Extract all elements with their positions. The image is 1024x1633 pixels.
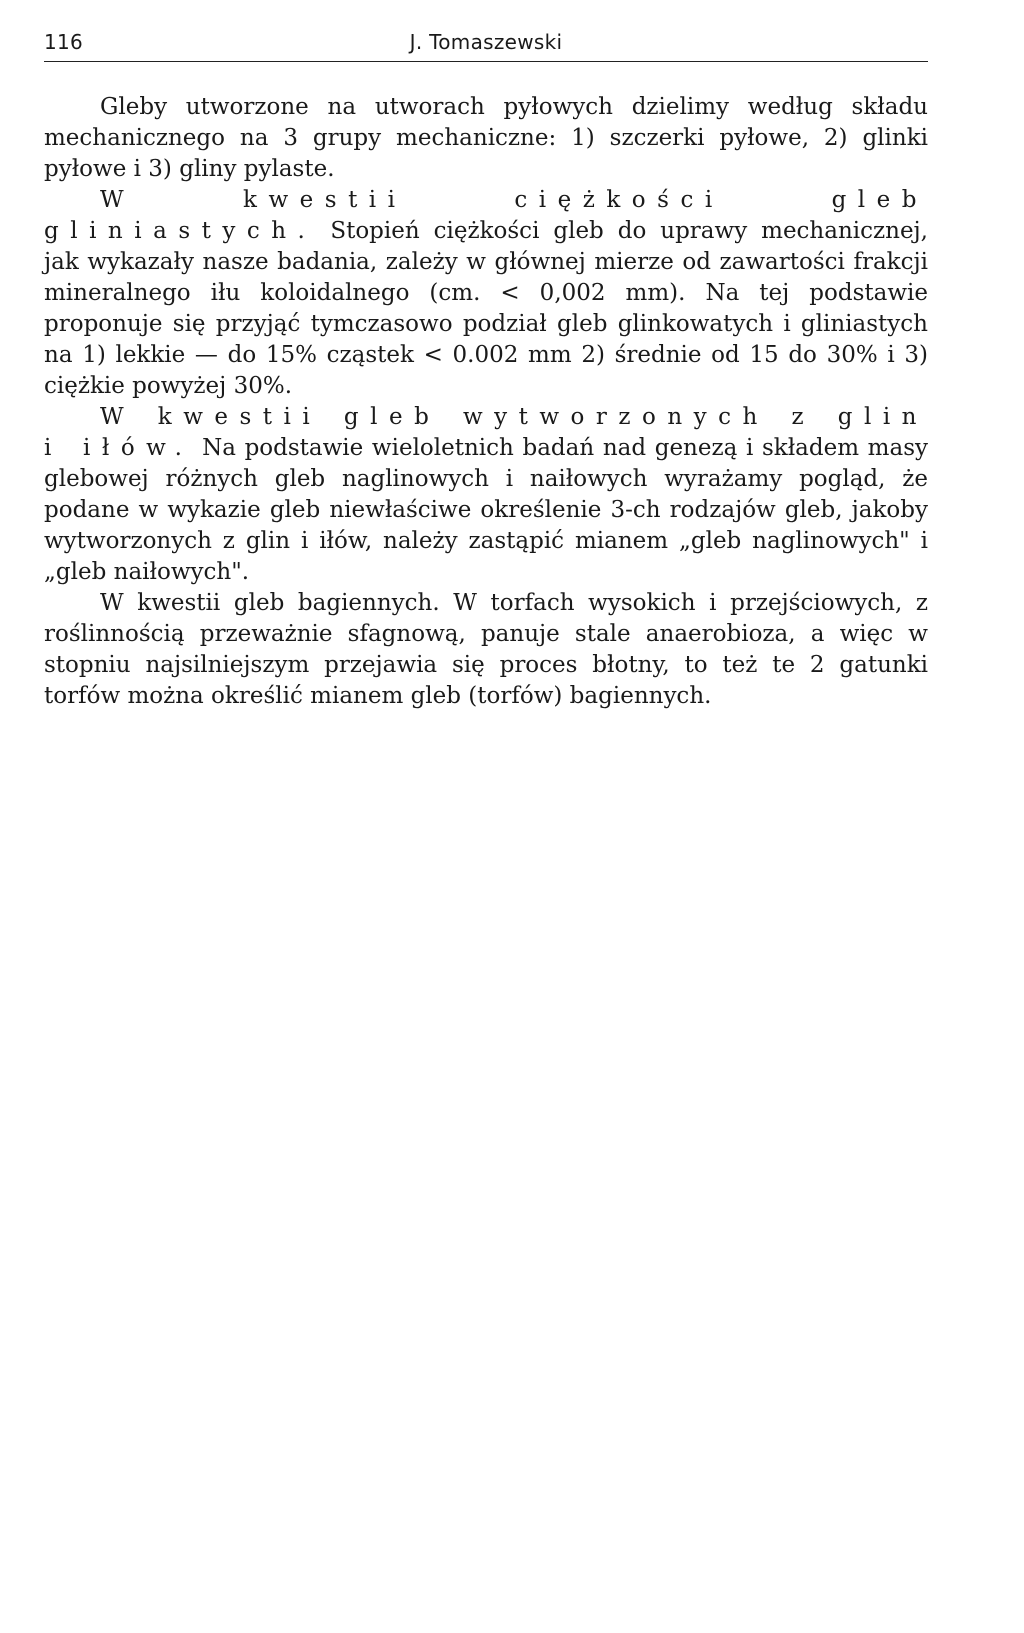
spaced-section-lead: W kwestii gleb wytworzonych z glin i iłów. (44, 404, 928, 461)
paragraph-text: W kwestii gleb bagiennych. W torfach wysokich i przejściowych, z roślinnością przeważnie sfagnową, panuje stale anaerobioza, a więc w stopniu najsilniejszym przejawia się proces błotny, to też te 2 gatunki torfów można określić mianem gleb (torfów) bagiennych. (44, 590, 928, 709)
header-rule (44, 61, 928, 62)
paragraph-text: Stopień ciężkości gleb do uprawy mechanicznej, jak wykazały nasze badania, zależy w głównej mierze od zawartości frakcji mineralnego iłu koloidalnego (cm. < 0,002 mm). Na tej podstawie proponuje się przyjąć tymczasowo podział gleb glinkowatych i gliniastych na 1) lekkie — do 15% cząstek < 0.002 mm 2) średnie od 15 do 30% i 3) ciężkie powyżej 30%. (44, 218, 928, 399)
spaced-section-lead: W kwestii ciężkości gleb gliniastych. (44, 187, 928, 244)
paragraph-clay-and-silt-soils (44, 402, 928, 588)
paragraph-clay-soil-heaviness (44, 185, 928, 402)
page (44, 0, 928, 1633)
running-head (44, 30, 928, 60)
paragraph-bog-soils (44, 588, 928, 712)
body-text (44, 92, 928, 712)
paragraph-text: Gleby utworzone na utworach pyłowych dzielimy według składu mechanicznego na 3 grupy mechaniczne: 1) szczerki pyłowe, 2) glinki pyłowe i 3) gliny pylaste. (44, 94, 928, 182)
running-head-author: J. Tomaszewski (409, 30, 563, 54)
page-number: 116 (44, 30, 84, 54)
paragraph-text: Na podstawie wieloletnich badań nad genezą i składem masy glebowej różnych gleb naglinowych i naiłowych wyrażamy pogląd, że podane w wykazie gleb niewłaściwe określenie 3-ch rodzajów gleb, jakoby wytworzonych z glin i iłów, należy zastąpić mianem „gleb naglinowych" i „gleb naiłowych". (44, 435, 928, 585)
paragraph-loess-soils (44, 92, 928, 185)
